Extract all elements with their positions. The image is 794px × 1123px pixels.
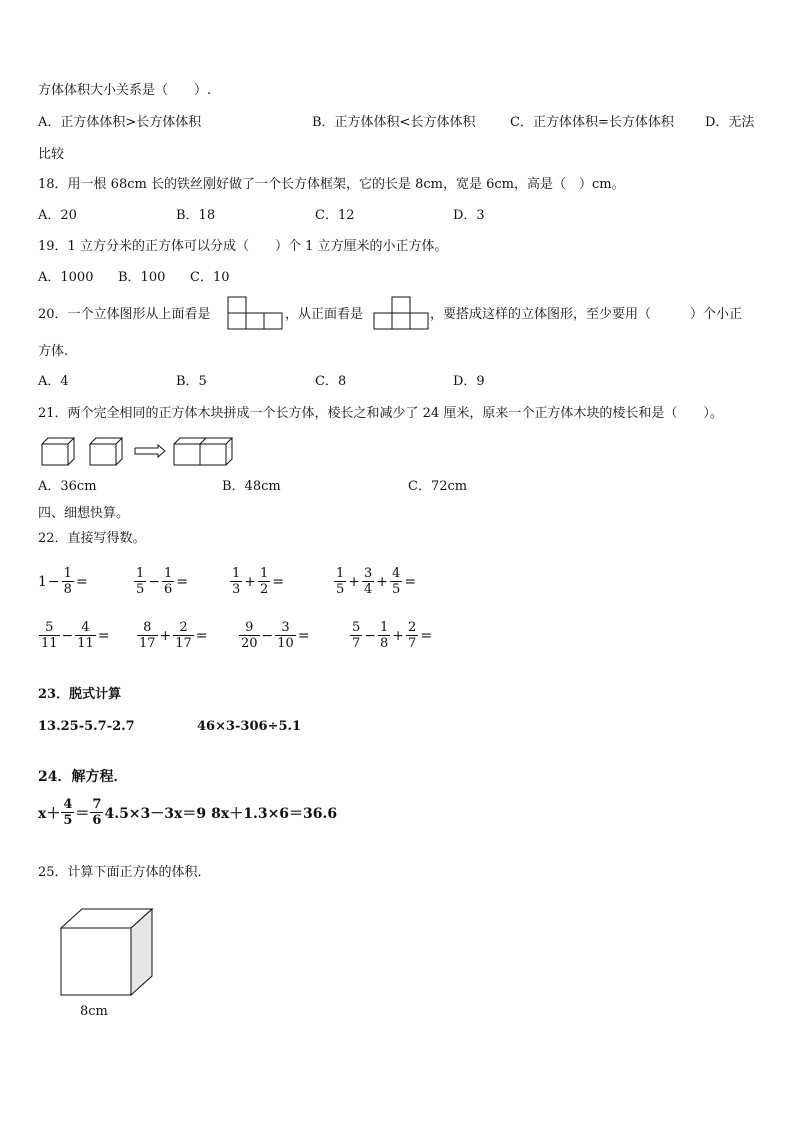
q22-expr-2: $\frac{1}{5}$ − $\frac{1}{6}$ =	[136, 566, 189, 597]
q21-option-c: C．72cm	[408, 479, 468, 494]
q19-option-c: C．10	[190, 270, 230, 285]
q24-equation-3: 8x＋1.3×6＝36.6	[211, 805, 338, 822]
q22-title: 22．直接写得数。	[38, 531, 146, 546]
q23-expression-2: 46×3-306÷5.1	[197, 719, 302, 734]
q22-expr-1-frac: $\frac{1}{8}$	[63, 566, 72, 597]
q20-text-part3: ，要搭成这样的立体图形，至少要用（ ）个小正	[430, 307, 743, 322]
q24-title: 24．解方程．	[38, 769, 128, 785]
q22-expr-3: $\frac{1}{3}$ + $\frac{1}{2}$ =	[232, 566, 285, 597]
q21-question: 21．两个完全相同的正方体木块拼成一个长方体，棱长之和减少了 24 厘米，原来一个正方体木块的棱长和是（ ）。	[38, 406, 723, 421]
q17-line1: 方体体积大小关系是（ ）.	[38, 83, 212, 98]
q20-option-c: C．8	[315, 374, 347, 389]
section-four-heading: 四、细想快算。	[38, 506, 130, 521]
q17-option-d: D．无法	[705, 115, 755, 130]
q24-eq1-equals: ＝	[75, 805, 90, 822]
q22-expr-6: $\frac{8}{17}$ + $\frac{2}{17}$ =	[139, 620, 208, 651]
q17-option-a: A．正方体体积>长方体体积	[38, 115, 202, 130]
q17-option-c: C．正方体体积=长方体体积	[510, 115, 674, 130]
q22-expr-7: $\frac{9}{20}$ − $\frac{3}{10}$ =	[241, 620, 310, 651]
q22-expr-5: $\frac{5}{11}$ − $\frac{4}{11}$ =	[41, 620, 110, 651]
cube-merge-figure	[40, 436, 240, 468]
q20-option-a: A．4	[38, 374, 69, 389]
q22-expr-1	[38, 566, 89, 597]
q22-expr-1-op: −	[47, 573, 60, 590]
top-view-figure	[227, 296, 283, 332]
q19-option-a: A．1000	[38, 270, 94, 285]
q21-option-a: A．36cm	[38, 479, 97, 494]
q20-text-part1: 20．一个立体图形从上面看是	[38, 307, 211, 322]
cube-edge-label: 8cm	[80, 1004, 108, 1019]
q25-title: 25．计算下面正方体的体积．	[38, 865, 211, 880]
q20-option-d: D．9	[453, 374, 485, 389]
q18-option-c: C．12	[315, 208, 355, 223]
q21-option-b: B．48cm	[222, 479, 281, 494]
q24-equations	[38, 797, 337, 828]
q19-question: 19．1 立方分米的正方体可以分成（ ）个 1 立方厘米的小正方体。	[38, 239, 448, 254]
q22-expr-1-lead: 1	[38, 573, 47, 590]
q22-expr-8: $\frac{5}{7}$ − $\frac{1}{8}$ + $\frac{2}{7}$ =	[352, 620, 433, 651]
q24-eq1-x: x＋	[38, 805, 61, 822]
q22-expr-1-eq: =	[75, 573, 88, 590]
q17-option-b: B．正方体体积<长方体体积	[312, 115, 476, 130]
q24-eq1-frac-1: $\frac{4}{5}$	[63, 797, 73, 828]
q20-option-b: B．5	[176, 374, 207, 389]
q20-text-part2: ，从正面看是	[285, 307, 364, 322]
q18-option-b: B．18	[176, 208, 216, 223]
front-view-figure	[373, 296, 429, 332]
q24-equation-2: 4.5×3－3x＝9	[104, 805, 207, 822]
q24-eq1-frac-2: $\frac{7}{6}$	[92, 797, 102, 828]
q19-option-b: B．100	[118, 270, 166, 285]
q17-line2: 比较	[38, 147, 65, 162]
q23-title: 23．脱式计算	[38, 687, 122, 702]
q18-option-a: A．20	[38, 208, 77, 223]
q20-line2: 方体.	[38, 344, 69, 359]
cube-figure	[60, 908, 154, 998]
q23-expression-1: 13.25-5.7-2.7	[38, 719, 135, 734]
q18-option-d: D．3	[453, 208, 485, 223]
q22-expr-4: $\frac{1}{5}$ + $\frac{3}{4}$ + $\frac{4}{5}$ =	[336, 566, 417, 597]
q18-question: 18．用一根 68cm 长的铁丝刚好做了一个长方体框架，它的长是 8cm，宽是 6cm，高是（ ）cm。	[38, 177, 625, 192]
